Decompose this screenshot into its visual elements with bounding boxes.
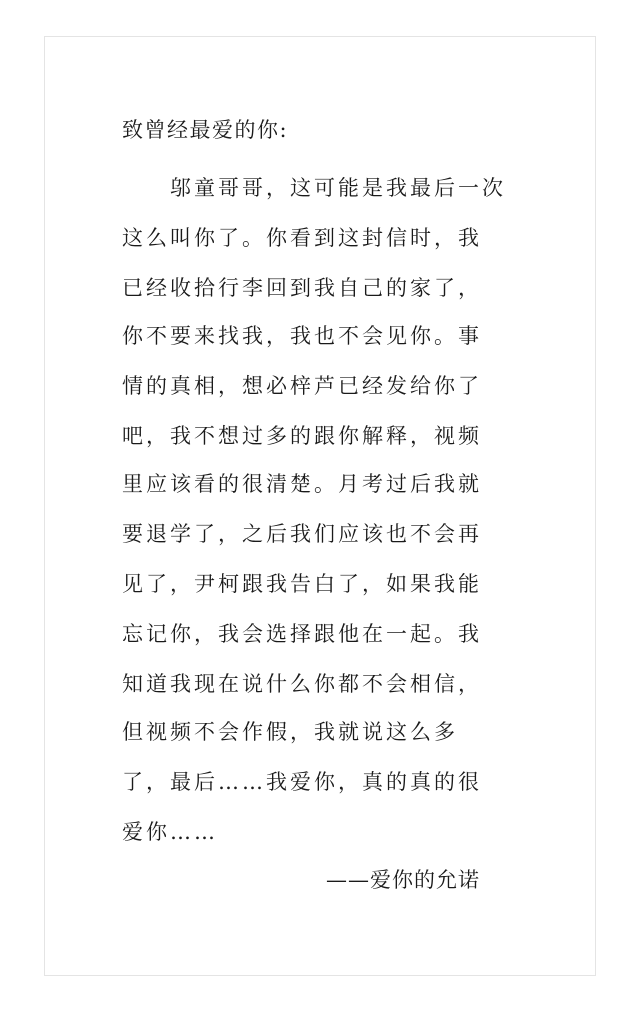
letter-line: 忘记你，我会选择跟他在一起。我 [122,622,482,646]
letter-signature: ——爱你的允诺 [326,868,480,892]
letter-line: 你不要来找我，我也不会见你。事 [122,324,482,348]
letter-line: 邬童哥哥，这可能是我最后一次 [122,176,506,200]
letter-line: 爱你…… [122,820,218,844]
letter-line: 已经收拾行李回到我自己的家了， [122,276,482,300]
letter-line: 但视频不会作假，我就说这么多 [122,720,458,744]
letter-line: 这么叫你了。你看到这封信时，我 [122,226,482,250]
letter-line: 知道我现在说什么你都不会相信， [122,672,482,696]
letter-salutation: 致曾经最爱的你: [122,118,289,142]
letter-line: 了，最后……我爱你，真的真的很 [122,770,482,794]
letter-line: 里应该看的很清楚。月考过后我就 [122,472,482,496]
letter-line: 吧，我不想过多的跟你解释，视频 [122,424,482,448]
letter-line: 见了，尹柯跟我告白了，如果我能 [122,572,482,596]
letter-line: 情的真相，想必梓芦已经发给你了 [122,374,482,398]
letter-line: 要退学了，之后我们应该也不会再 [122,522,482,546]
